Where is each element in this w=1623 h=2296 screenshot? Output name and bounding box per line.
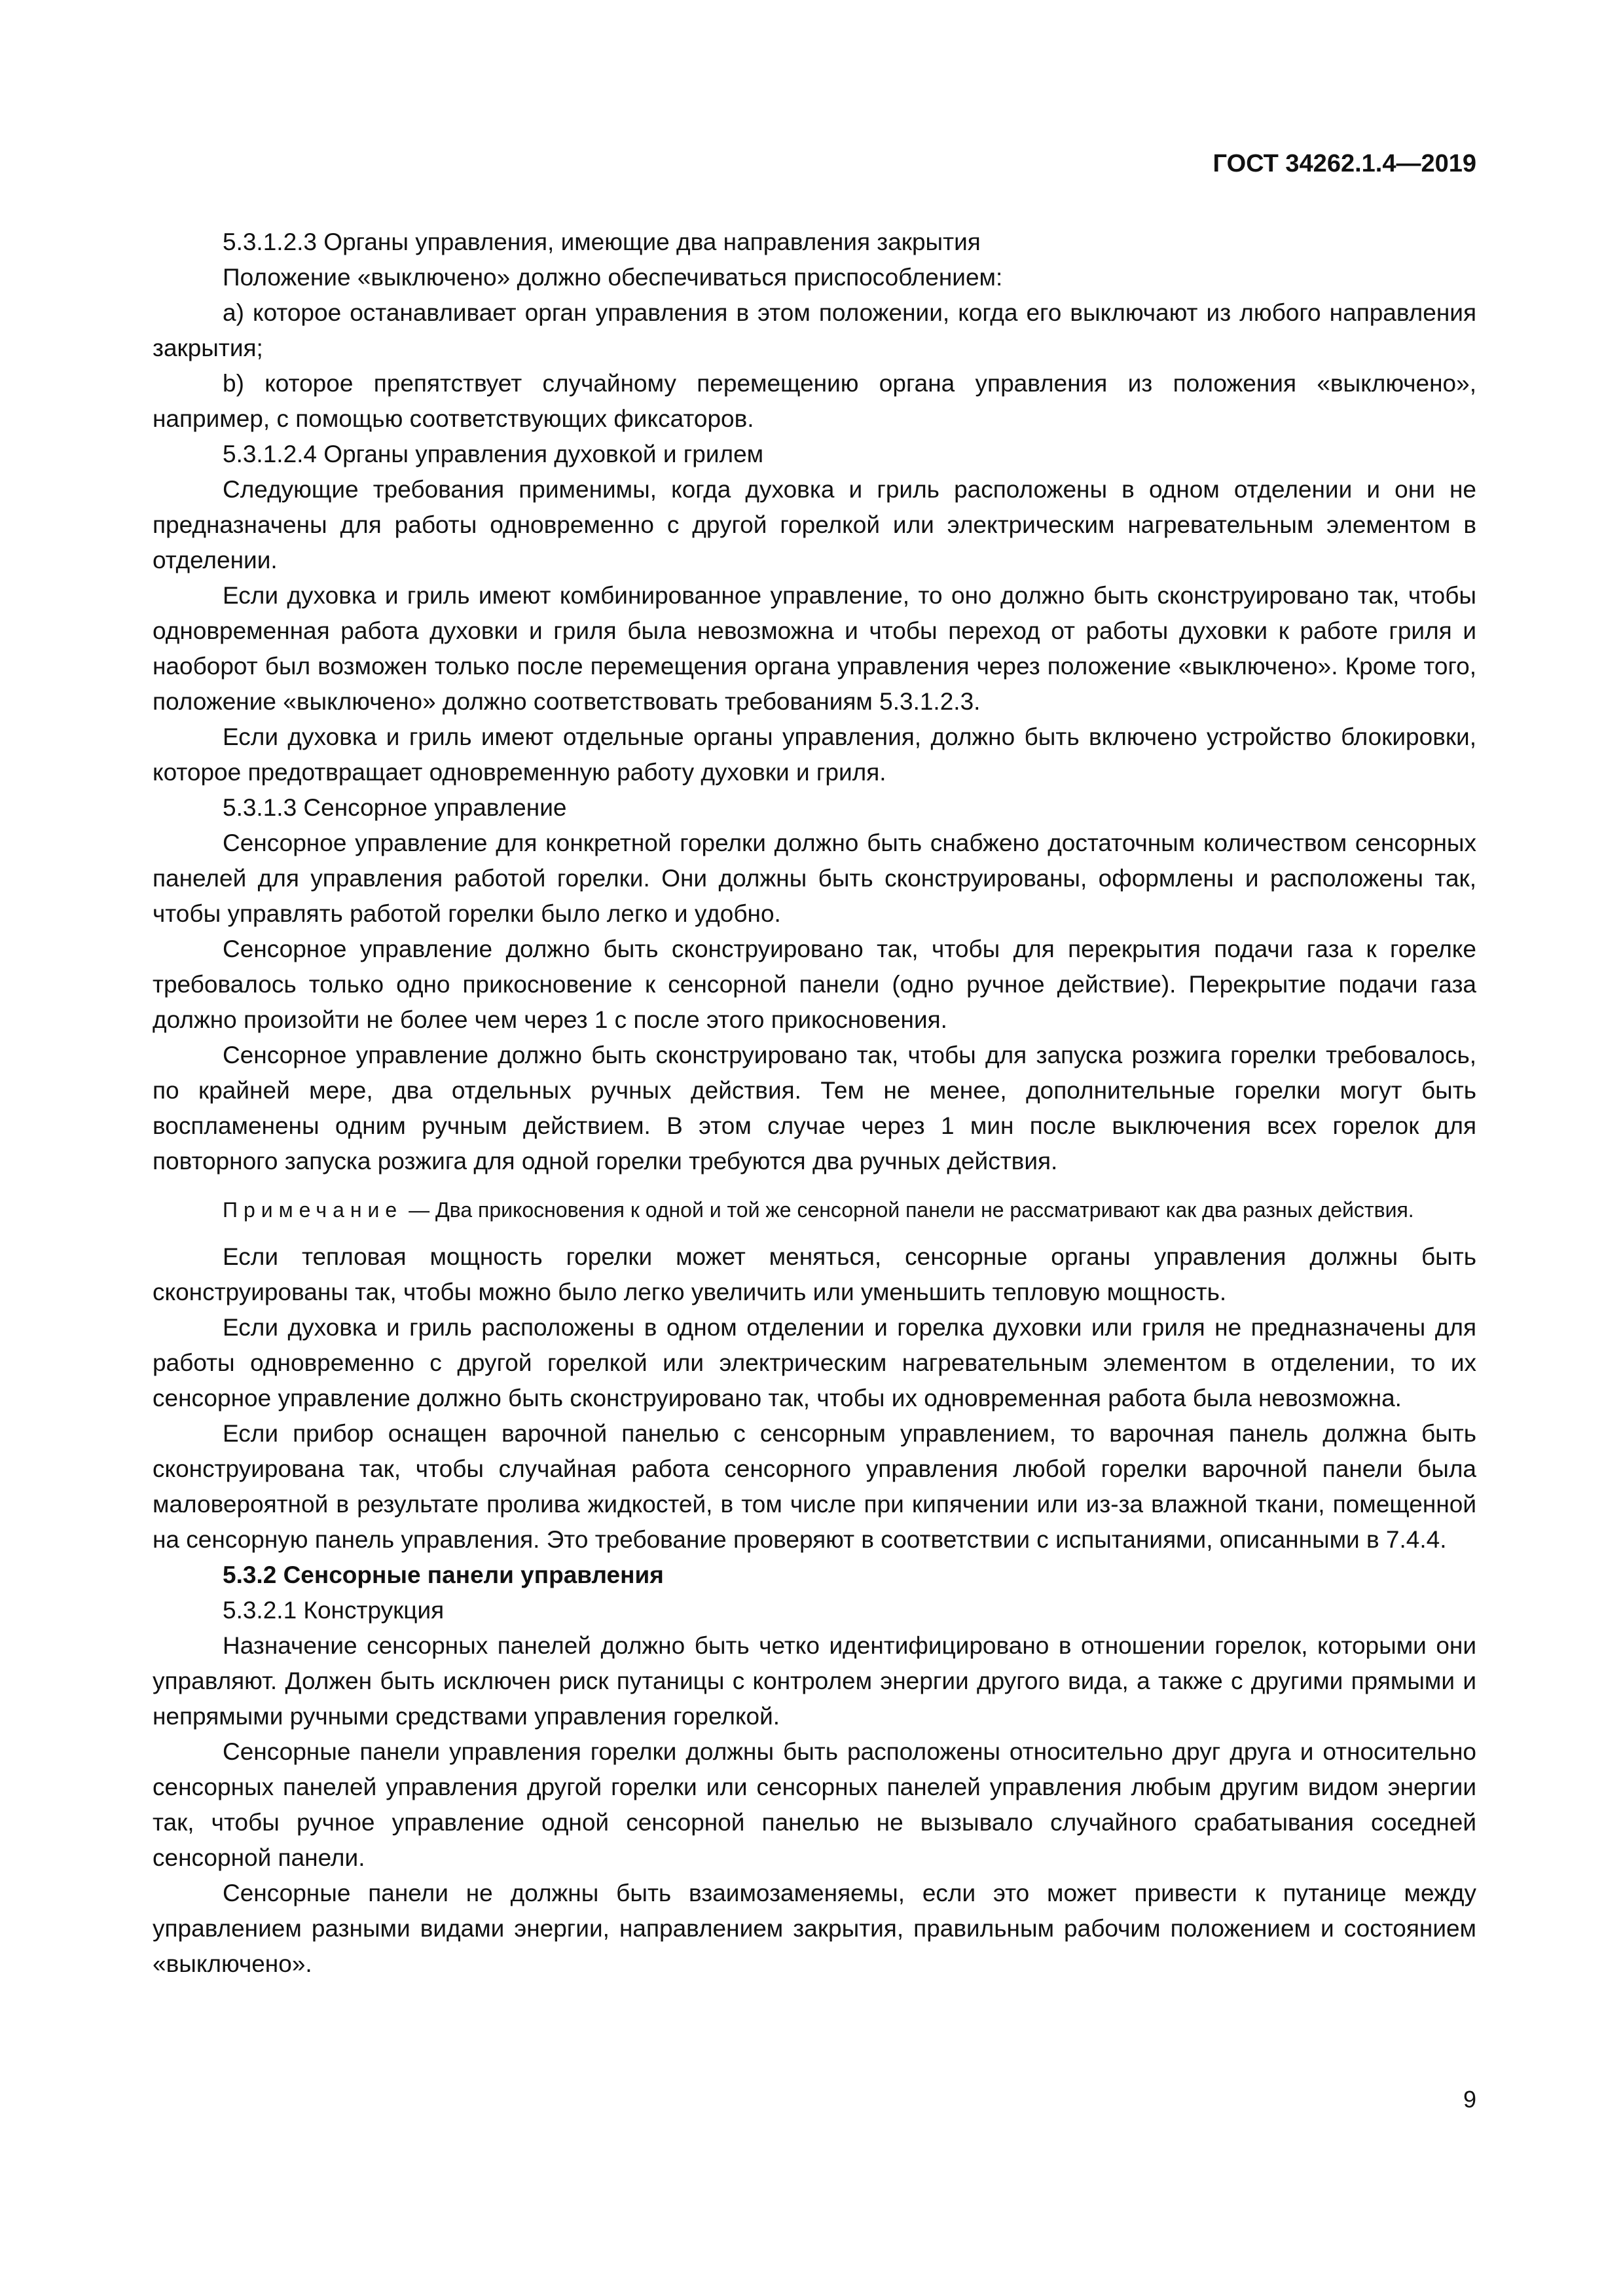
paragraph: Назначение сенсорных панелей должно быть четко идентифицировано в отношении горелок, которыми они управляют. Должен быть исключен риск путаницы с контролем энергии другого вида, а также с другими прямыми и непрямыми ручными средствами управления горелкой.	[153, 1632, 1476, 1730]
paragraph: Сенсорное управление должно быть сконструировано так, чтобы для запуска розжига горелки требовалось, по крайней мере, два отдельных ручных действия. Тем не менее, дополнительные горелки могут быть воспламенены одним ручным действием. В этом случае через 1 мин после выключения всех горелок для повторного запуска розжига для одной горелки требуются два ручных действия.	[153, 1042, 1476, 1175]
paragraph: Сенсорное управление должно быть сконструировано так, чтобы для перекрытия подачи газа к горелке требовалось только одно прикосновение к сенсорной панели (одно ручное действие). Перекрытие подачи газа должно произойти не более чем через 1 с после этого прикосновения.	[153, 936, 1476, 1033]
document-code-header: ГОСТ 34262.1.4—2019	[1213, 150, 1476, 177]
note	[153, 1194, 1476, 1226]
document-body	[153, 225, 1476, 1982]
clause-heading-5-3-2-1: 5.3.2.1 Конструкция	[223, 1597, 445, 1624]
page-number: 9	[1463, 2086, 1476, 2113]
paragraph: Если духовка и гриль имеют комбинированное управление, то оно должно быть сконструировано так, чтобы одновременная работа духовки и гриля была невозможна и чтобы переход от работы духовки к работе гриля и наоборот был возможен только после перемещения органа управления через положение «выключено». Кроме того, положение «выключено» должно соответствовать требованиям 5.3.1.2.3.	[153, 582, 1476, 715]
note-text: — Два прикосновения к одной и той же сенсорной панели не рассматривают как два разных действия.	[403, 1198, 1414, 1222]
list-item-b: b) которое препятствует случайному перемещению органа управления из положения «выключено», например, с помощью соответствующих фиксаторов.	[153, 370, 1476, 432]
paragraph: Если тепловая мощность горелки может меняться, сенсорные органы управления должны быть сконструированы так, чтобы можно было легко увеличить или уменьшить тепловую мощность.	[153, 1243, 1476, 1305]
note-label: Примечание	[223, 1198, 403, 1222]
paragraph: Сенсорные панели управления горелки должны быть расположены относительно друг друга и относительно сенсорных панелей управления другой горелки или сенсорных панелей управления любым другим видом энергии так, чтобы ручное управление одной сенсорной панелью не вызывало случайного срабатывания соседней сенсорной панели.	[153, 1738, 1476, 1871]
list-item-a: а) которое останавливает орган управления в этом положении, когда его выключают из любого направления закрытия;	[153, 299, 1476, 361]
paragraph: Сенсорные панели не должны быть взаимозаменяемы, если это может привести к путанице между управлением разными видами энергии, направлением закрытия, правильным рабочим положением и состоянием «выключено».	[153, 1880, 1476, 1977]
paragraph: Следующие требования применимы, когда духовка и гриль расположены в одном отделении и они не предназначены для работы одновременно с другой горелкой или электрическим нагревательным элементом в отделении.	[153, 476, 1476, 574]
clause-heading-5-3-1-3: 5.3.1.3 Сенсорное управление	[223, 794, 567, 821]
paragraph: Если духовка и гриль имеют отдельные органы управления, должно быть включено устройство блокировки, которое предотвращает одновременную работу духовки и гриля.	[153, 723, 1476, 786]
clause-heading-5-3-1-2-3: 5.3.1.2.3 Органы управления, имеющие два направления закрытия	[223, 228, 981, 255]
paragraph: Положение «выключено» должно обеспечиваться приспособлением:	[223, 264, 1003, 291]
paragraph: Если прибор оснащен варочной панелью с сенсорным управлением, то варочная панель должна быть сконструирована так, чтобы случайная работа сенсорного управления любой горелки варочной панели была маловероятной в результате пролива жидкостей, в том числе при кипячении или из-за влажной ткани, помещенной на сенсорную панель управления. Это требование проверяют в соответствии с испытаниями, описанными в 7.4.4.	[153, 1420, 1476, 1553]
clause-heading-5-3-1-2-4: 5.3.1.2.4 Органы управления духовкой и грилем	[223, 441, 764, 467]
paragraph: Если духовка и гриль расположены в одном отделении и горелка духовки или гриля не предназначены для работы одновременно с другой горелкой или электрическим нагревательным элементом в отделении, то их сенсорное управление должно быть сконструировано так, чтобы их одновременная работа была невозможна.	[153, 1314, 1476, 1412]
paragraph: Сенсорное управление для конкретной горелки должно быть снабжено достаточным количеством сенсорных панелей для управления работой горелки. Они должны быть сконструированы, оформлены и расположены так, чтобы управлять работой горелки было легко и удобно.	[153, 829, 1476, 927]
section-heading-5-3-2: 5.3.2 Сенсорные панели управления	[223, 1561, 664, 1588]
